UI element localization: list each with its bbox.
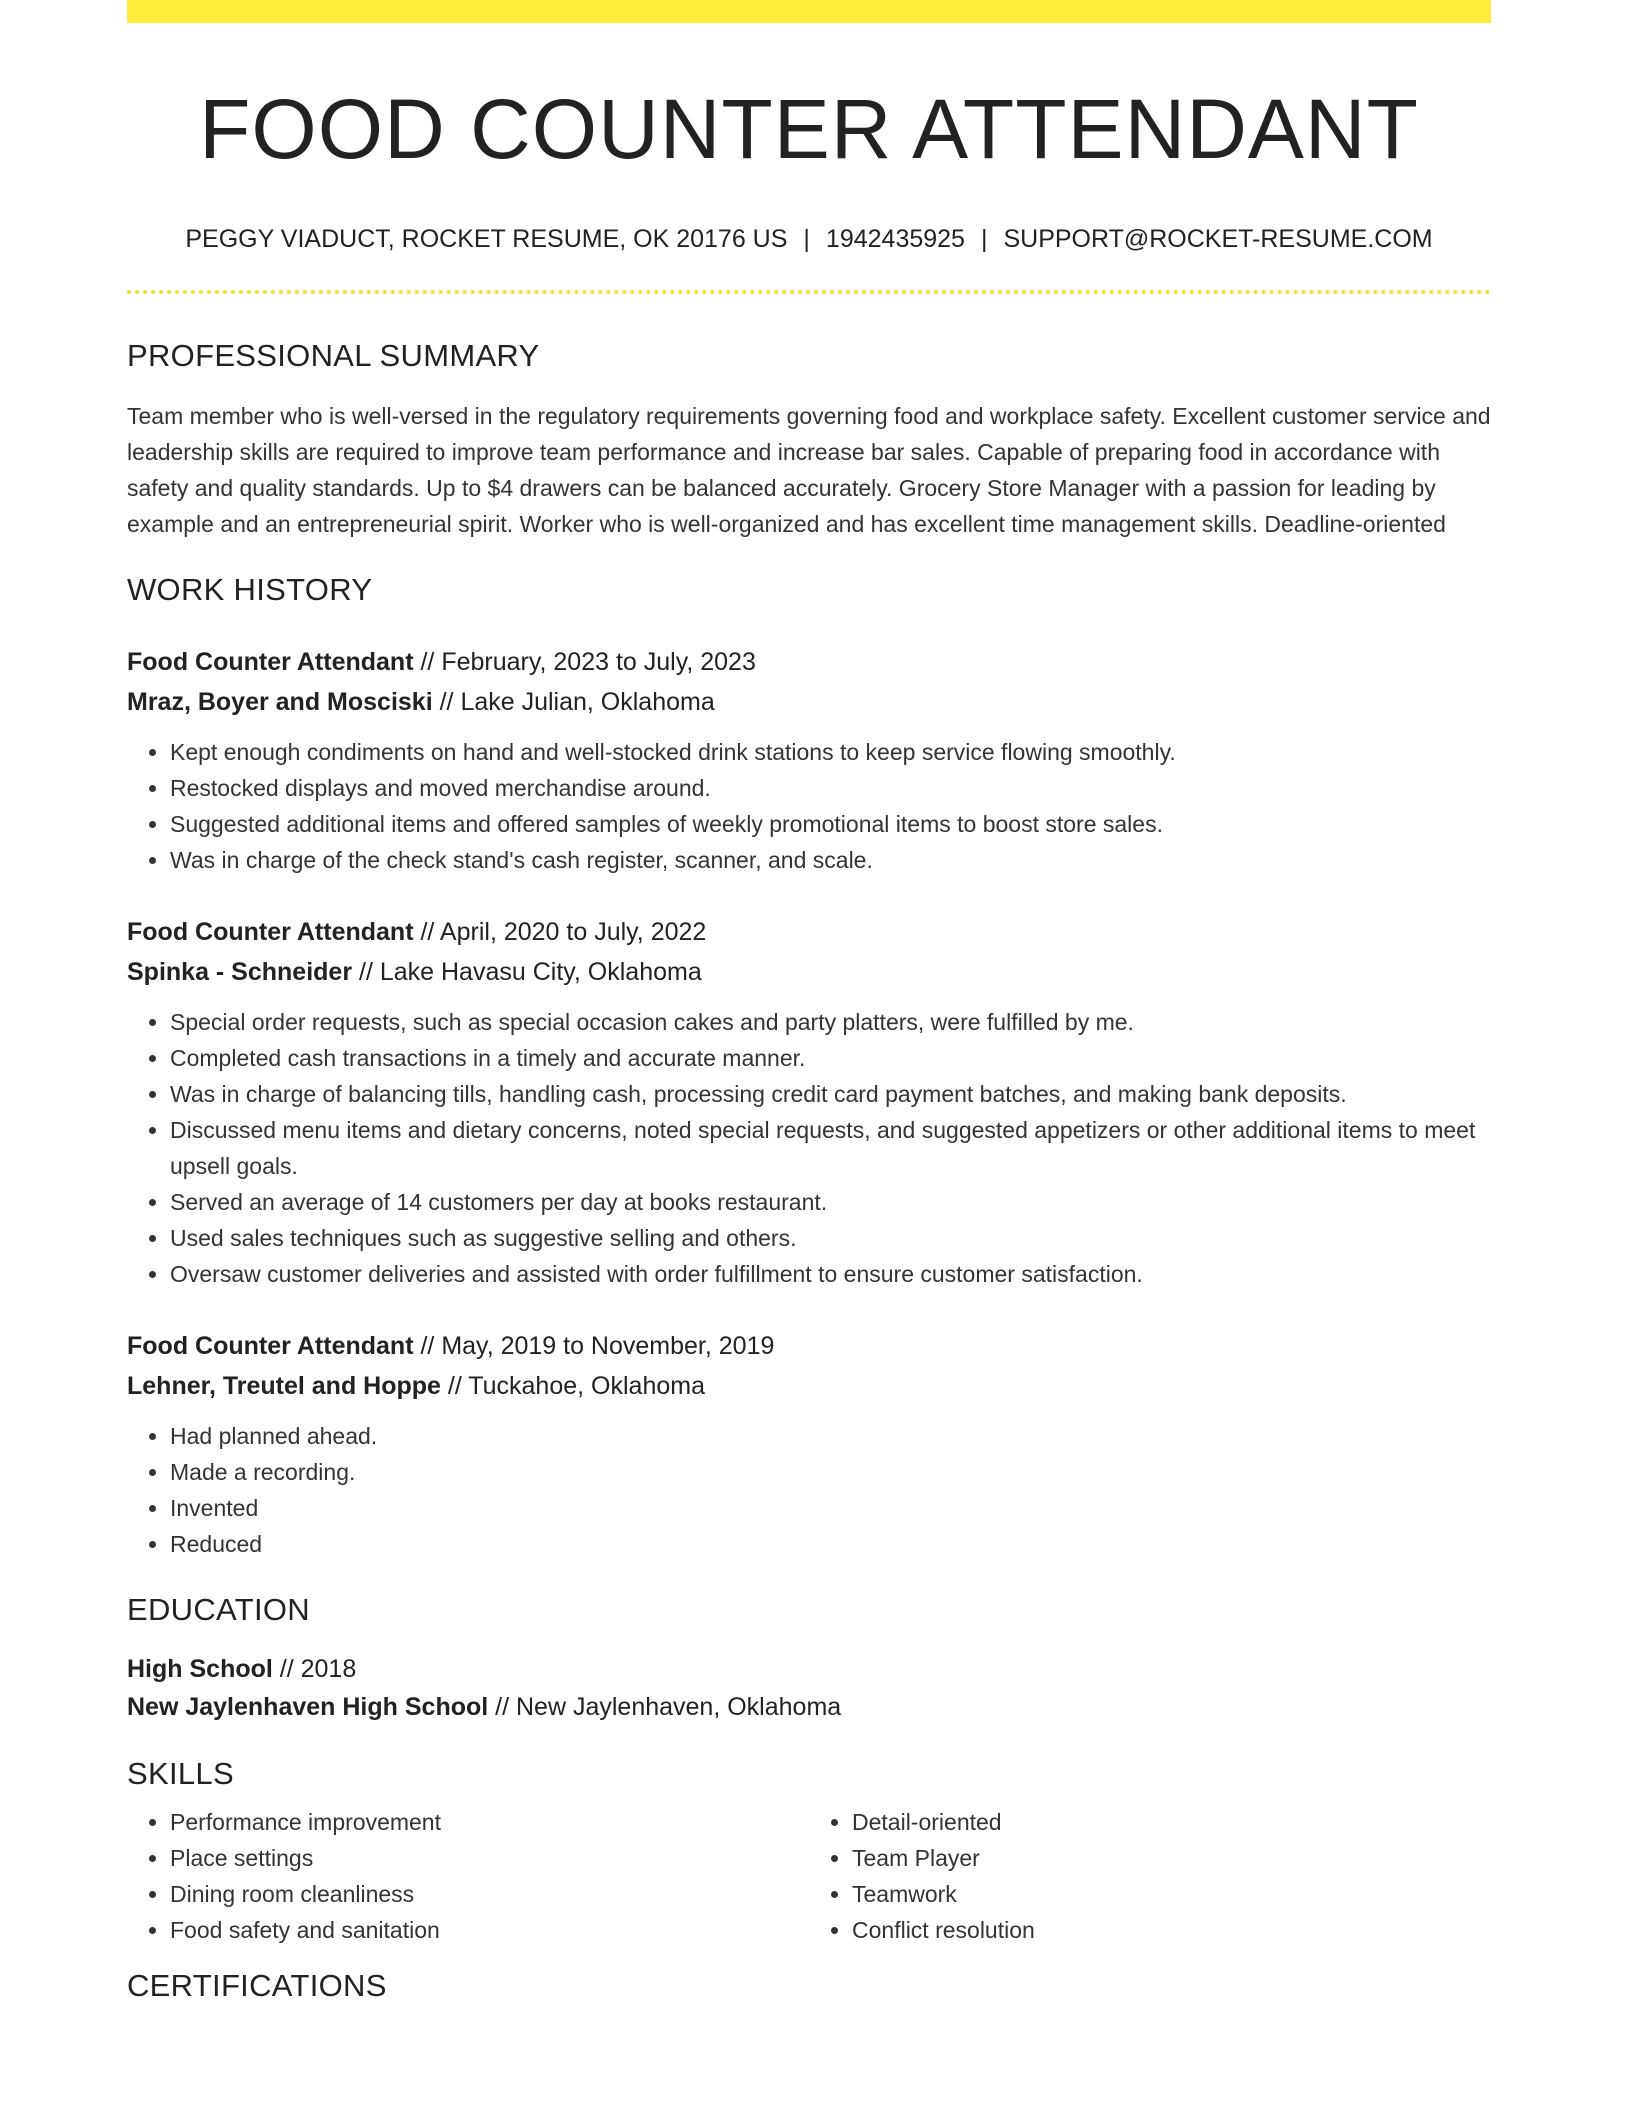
education-degree: High School	[127, 1655, 273, 1684]
education-degree-line	[127, 1650, 1491, 1688]
skill-item: • Teamwork	[852, 1876, 1491, 1912]
skills-list-left	[127, 1804, 809, 1948]
job-role-line	[127, 912, 1491, 952]
job-role-line	[127, 642, 1491, 682]
job-bullet-list	[127, 1004, 1491, 1292]
list-item: • Kept enough condiments on hand and well-stocked drink stations to keep service flowing smoothly.	[170, 734, 1491, 770]
summary-text: Team member who is well-versed in the regulatory requirements governing food and workplace safety. Excellent customer service and leadership skills are required to improve team performance and increase bar sales. Capable of preparing food in accordance with safety and quality standards. Up to $4 drawers can be balanced accurately. Grocery Store Manager with a passion for leading by example and an entrepreneurial spirit. Worker who is well-organized and has excellent time management skills. Deadline-oriented	[127, 403, 1491, 538]
job-entry	[127, 912, 1491, 1292]
job-bullet-list	[127, 734, 1491, 878]
job-entry	[127, 642, 1491, 878]
skill-item: • Place settings	[170, 1840, 809, 1876]
resume-page	[127, 0, 1491, 2004]
job-header	[127, 912, 1491, 992]
list-item: • Served an average of 14 customers per day at books restaurant.	[170, 1184, 1491, 1220]
summary-heading: PROFESSIONAL SUMMARY	[127, 338, 540, 374]
list-item: • Reduced	[170, 1526, 1491, 1562]
list-item: • Was in charge of the check stand's cash register, scanner, and scale.	[170, 842, 1491, 878]
skill-item: • Performance improvement	[170, 1804, 809, 1840]
contact-separator: |	[980, 225, 988, 254]
job-location: // Lake Havasu City, Oklahoma	[352, 958, 702, 987]
job-company-line	[127, 952, 1491, 992]
skills-grid	[127, 1804, 1491, 1948]
job-company-line	[127, 682, 1491, 722]
contact-separator: |	[803, 225, 810, 254]
contact-email: SUPPORT@ROCKET-RESUME.COM	[1003, 225, 1433, 254]
resume-title: FOOD COUNTER ATTENDANT	[199, 82, 1419, 176]
education-heading: EDUCATION	[127, 1592, 310, 1628]
education-entry	[127, 1650, 1491, 1726]
job-location: // Tuckahoe, Oklahoma	[440, 1372, 705, 1401]
job-entry	[127, 1326, 1491, 1562]
list-item: • Invented	[170, 1490, 1491, 1526]
skills-heading: SKILLS	[127, 1756, 234, 1792]
job-company: Lehner, Treutel and Hoppe	[127, 1372, 441, 1401]
accent-top-bar	[127, 0, 1491, 23]
dotted-divider	[127, 290, 1491, 294]
list-item: • Oversaw customer deliveries and assisted with order fulfillment to ensure customer satisfaction.	[170, 1256, 1491, 1292]
list-item: • Had planned ahead.	[170, 1418, 1491, 1454]
education-location: // New Jaylenhaven, Oklahoma	[488, 1693, 842, 1722]
job-role: Food Counter Attendant	[127, 648, 414, 677]
skills-list-right	[809, 1804, 1491, 1948]
job-role: Food Counter Attendant	[127, 1332, 414, 1361]
contact-line	[127, 227, 1491, 252]
contact-phone: 1942435925	[825, 225, 965, 254]
list-item: • Completed cash transactions in a timely and accurate manner.	[170, 1040, 1491, 1076]
job-header	[127, 1326, 1491, 1406]
list-item: • Made a recording.	[170, 1454, 1491, 1490]
job-role: Food Counter Attendant	[127, 918, 414, 947]
list-item: • Was in charge of balancing tills, handling cash, processing credit card payment batches, and making bank deposits.	[170, 1076, 1491, 1112]
job-role-line	[127, 1326, 1491, 1366]
certifications-heading: CERTIFICATIONS	[127, 1968, 387, 2004]
job-dates: // May, 2019 to November, 2019	[413, 1332, 775, 1361]
job-dates: // February, 2023 to July, 2023	[413, 648, 756, 677]
job-location: // Lake Julian, Oklahoma	[432, 688, 715, 717]
list-item: • Used sales techniques such as suggestive selling and others.	[170, 1220, 1491, 1256]
education-school-line	[127, 1688, 1491, 1726]
list-item: • Restocked displays and moved merchandise around.	[170, 770, 1491, 806]
job-header	[127, 642, 1491, 722]
list-item: • Suggested additional items and offered samples of weekly promotional items to boost store sales.	[170, 806, 1491, 842]
skill-item: • Detail-oriented	[852, 1804, 1491, 1840]
skill-item: • Dining room cleanliness	[170, 1876, 809, 1912]
job-bullet-list	[127, 1418, 1491, 1562]
job-dates: // April, 2020 to July, 2022	[413, 918, 707, 947]
education-year: // 2018	[272, 1655, 357, 1684]
skill-item: • Conflict resolution	[852, 1912, 1491, 1948]
list-item: • Discussed menu items and dietary concerns, noted special requests, and suggested appetizers or other additional items to meet upsell goals.	[170, 1112, 1491, 1184]
job-company: Mraz, Boyer and Mosciski	[127, 688, 433, 717]
job-company-line	[127, 1366, 1491, 1406]
education-school: New Jaylenhaven High School	[127, 1693, 489, 1722]
job-company: Spinka - Schneider	[127, 958, 353, 987]
skill-item: • Team Player	[852, 1840, 1491, 1876]
contact-address: PEGGY VIADUCT, ROCKET RESUME, OK 20176 US	[185, 225, 788, 254]
skill-item: • Food safety and sanitation	[170, 1912, 809, 1948]
list-item: • Special order requests, such as special occasion cakes and party platters, were fulfilled by me.	[170, 1004, 1491, 1040]
work-history-heading: WORK HISTORY	[127, 572, 373, 608]
